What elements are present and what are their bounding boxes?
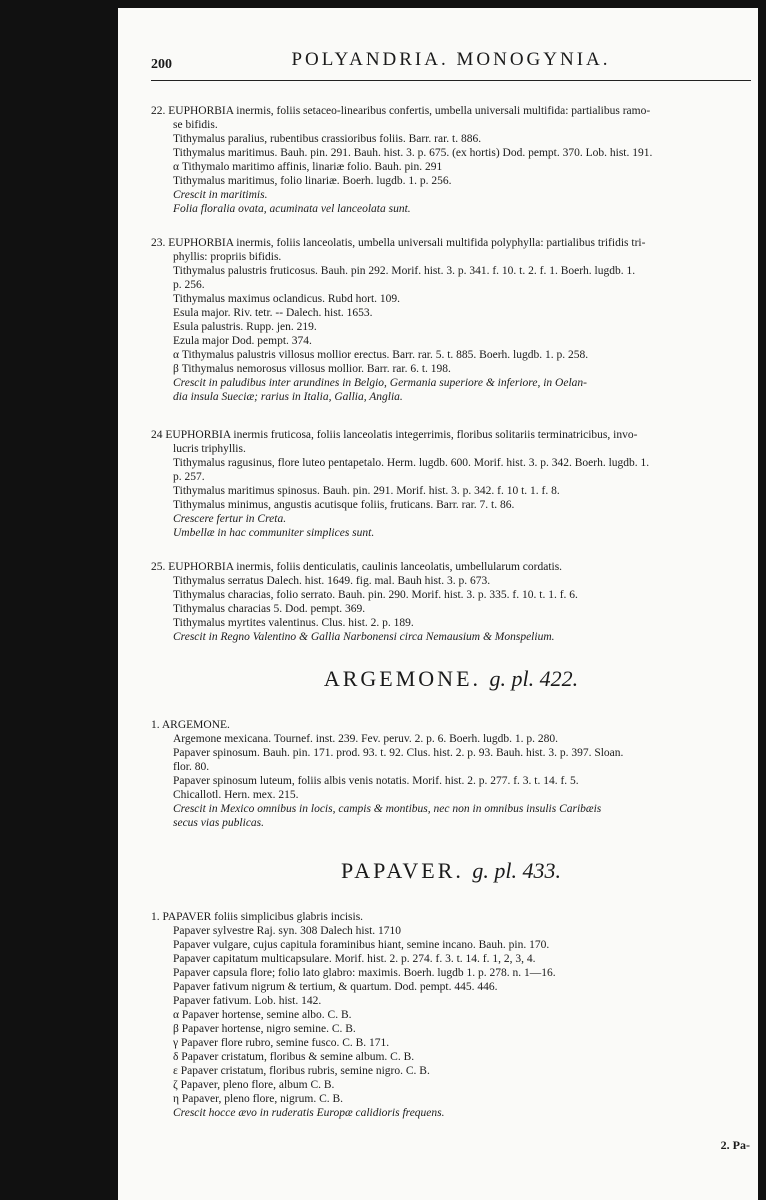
entry-line: Tithymalus maximus oclandicus. Rubd hort. 109. [173,293,401,305]
species-entry-23 [151,236,756,404]
habitat-note: Crescere fertur in Creta. [173,513,287,525]
book-page [118,8,758,1200]
entry-line: p. 256. [173,279,205,291]
entry-line: Papaver sylvestre Raj. syn. 308 Dalech hist. 1710 [173,925,402,937]
entry-line: Tithymalus minimus, angustis acutisque foliis, fruticans. Barr. rar. 7. t. 86. [173,499,515,511]
entry-line: Tithymalus maritimus spinosus. Bauh. pin. 291. Morif. hist. 3. p. 342. f. 10 t. 1. f. 8. [173,485,560,497]
entry-line: γ Papaver flore rubro, semine fusco. C. B. 171. [173,1037,390,1049]
entry-line: 1. ARGEMONE. [151,719,230,731]
entry-line: Papaver capitatum multicapsulare. Morif. hist. 2. p. 274. f. 3. t. 14. f. 1, 2, 3, 4. [173,953,536,965]
entry-line: Tithymalus characias 5. Dod. pempt. 369. [173,603,366,615]
entry-line: Chicallotl. Hern. mex. 215. [173,789,299,801]
entry-line: Papaver vulgare, cujus capitula foraminibus hiant, semine incano. Bauh. pin. 170. [173,939,550,951]
entry-line: 25. EUPHORBIA inermis, foliis denticulatis, caulinis lanceolatis, umbellularum cordatis. [151,561,563,573]
entry-line: Tithymalus ragusinus, flore luteo pentapetalo. Herm. lugdb. 600. Morif. hist. 3. p. 342. Boerh. lugdb. 1. [173,457,650,469]
habitat-note: Crescit in Mexico omnibus in locis, campis & montibus, nec non in omnibus insulis Caribæis [173,803,602,815]
entry-line: Tithymalus characias, folio serrato. Bauh. pin. 290. Morif. hist. 3. p. 335. f. 10. t. 1. f. 6. [173,589,578,601]
papaver-entry [151,910,756,1120]
entry-line: α Tithymalo maritimo affinis, linariæ folio. Bauh. pin. 291 [173,161,443,173]
page-header [151,50,751,81]
entry-line: η Papaver, pleno flore, nigrum. C. B. [173,1093,344,1105]
entry-line: p. 257. [173,471,205,483]
entry-line: 22. EUPHORBIA inermis, foliis setaceo-linearibus confertis, umbella universali multifida: partialibus ramo- [151,105,651,117]
genus-heading-papaver [151,858,751,883]
entry-line: 23. EUPHORBIA inermis, foliis lanceolatis, umbella universali multifida polyphylla: partialibus trifidis tri- [151,237,646,249]
genus-reference: g. pl. 433. [472,858,561,883]
entry-line: phyllis: propriis bifidis. [173,251,282,263]
entry-line: Esula palustris. Rupp. jen. 219. [173,321,317,333]
entry-line: α Tithymalus palustris villosus mollior erectus. Barr. rar. 5. t. 885. Boerh. lugdb. 1. p. 258. [173,349,589,361]
genus-reference: g. pl. 422. [489,666,579,691]
entry-line: ε Papaver cristatum, floribus rubris, semine nigro. C. B. [173,1065,430,1077]
habitat-note: Crescit in Regno Valentino & Gallia Narbonensi circa Nemausium & Monspelium. [173,631,555,643]
entry-line: Esula major. Riv. tetr. -- Dalech. hist. 1653. [173,307,373,319]
genus-name: ARGEMONE. [323,666,482,691]
entry-line: α Papaver hortense, semine albo. C. B. [173,1009,352,1021]
entry-line: ζ Papaver, pleno flore, album C. B. [173,1079,335,1091]
entry-line: Argemone mexicana. Tournef. inst. 239. Fev. peruv. 2. p. 6. Boerh. lugdb. 1. p. 280. [173,733,559,745]
entry-line: 1. PAPAVER foliis simplicibus glabris incisis. [151,911,364,923]
entry-line: Papaver fativum. Lob. hist. 142. [173,995,322,1007]
entry-line: Tithymalus myrtites valentinus. Clus. hist. 2. p. 189. [173,617,414,629]
entry-line: β Papaver hortense, nigro semine. C. B. [173,1023,356,1035]
page-number: 200 [151,57,172,72]
species-entry-22 [151,104,756,216]
entry-line: Tithymalus palustris fruticosus. Bauh. pin 292. Morif. hist. 3. p. 341. f. 10. t. 2. f. 1. Boerh. lugdb. 1. [173,265,636,277]
habitat-note: secus vias publicas. [173,817,265,829]
entry-line: δ Papaver cristatum, floribus & semine album. C. B. [173,1051,415,1063]
entry-line: flor. 80. [173,761,210,773]
running-title: POLYANDRIA. MONOGYNIA. [291,49,611,70]
species-entry-24 [151,428,756,540]
entry-line: 24 EUPHORBIA inermis fruticosa, foliis lanceolatis integerrimis, floribus solitariis terminatricibus, invo- [151,429,638,441]
entry-line: Tithymalus paralius, rubentibus crassioribus foliis. Barr. rar. t. 886. [173,133,482,145]
entry-line: Tithymalus maritimus. Bauh. pin. 291. Bauh. hist. 3. p. 675. (ex hortis) Dod. pempt. 370. Lob. hist. 191. [173,147,653,159]
genus-heading-argemone [151,666,751,691]
entry-line: Papaver spinosum luteum, foliis albis venis notatis. Morif. hist. 2. p. 277. f. 3. t. 14. f. 5. [173,775,579,787]
entry-line: lucris triphyllis. [173,443,246,455]
remark-note: Umbellæ in hac communiter simplices sunt. [173,527,375,539]
entry-line: β Tithymalus nemorosus villosus mollior. Barr. rar. 6. t. 198. [173,363,451,375]
remark-note: Folia floralia ovata, acuminata vel lanceolata sunt. [173,203,411,215]
catchword: 2. Pa- [720,1138,750,1152]
entry-line: Ezula major Dod. pempt. 374. [173,335,312,347]
entry-line: Papaver capsula flore; folio lato glabro: maximis. Boerh. lugdb 1. p. 278. n. 1—16. [173,967,556,979]
entry-line: Tithymalus serratus Dalech. hist. 1649. fig. mal. Bauh hist. 3. p. 673. [173,575,491,587]
species-entry-25 [151,560,756,644]
habitat-note: dia insula Sueciæ; rarius in Italia, Gallia, Anglia. [173,391,403,403]
habitat-note: Crescit in paludibus inter arundines in Belgio, Germania superiore & inferiore, in Oelan- [173,377,587,389]
genus-name: PAPAVER. [341,858,464,883]
entry-line: Papaver fativum nigrum & tertium, & quartum. Dod. pempt. 445. 446. [173,981,498,993]
habitat-note: Crescit hocce ævo in ruderatis Europæ calidioris frequens. [173,1107,445,1119]
entry-line: Papaver spinosum. Bauh. pin. 171. prod. 93. t. 92. Clus. hist. 2. p. 93. Bauh. hist. 3. p. 397. Sloan. [173,747,624,759]
argemone-entry [151,718,756,830]
habitat-note: Crescit in maritimis. [173,189,268,201]
entry-line: se bifidis. [173,119,218,131]
entry-line: Tithymalus maritimus, folio linariæ. Boerh. lugdb. 1. p. 256. [173,175,452,187]
